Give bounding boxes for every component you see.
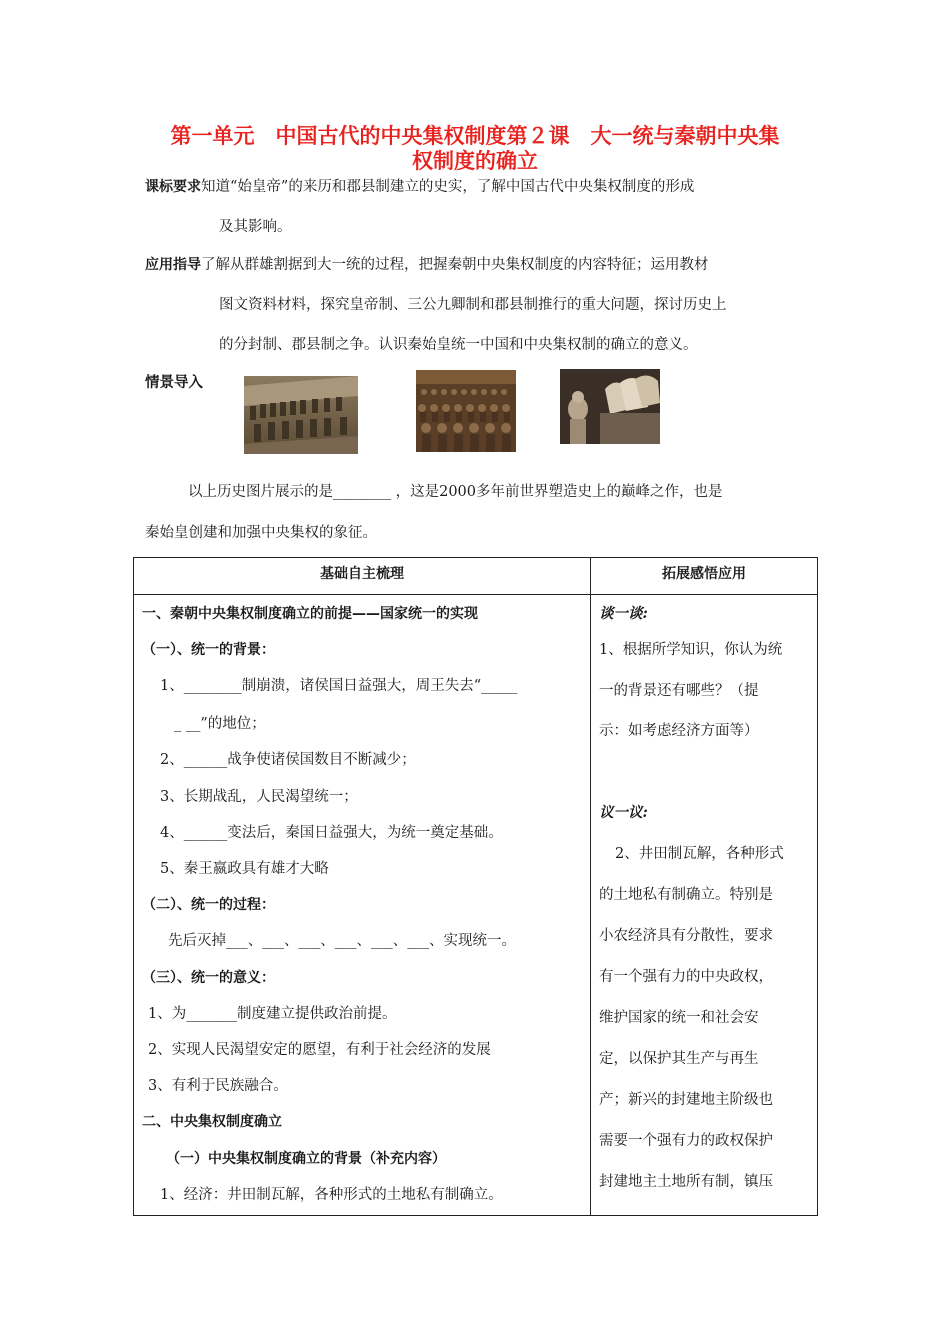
right-line: 小农经济具有分散性，要求 <box>599 928 773 944</box>
left-column-content <box>134 595 591 1216</box>
requirement-line-2: 及其影响。 <box>219 219 292 235</box>
requirement-line-1: 课标要求知道“始皇帝”的来历和郡县制建立的史实，了解中国古代中央集权制度的形成 <box>145 179 695 195</box>
left-line: 二、中央集权制度确立 <box>142 1114 282 1130</box>
left-line: 1、________制崩溃，诸侯国日益强大，周王失去“_____ <box>160 678 518 694</box>
requirement-label: 课标要求 <box>145 179 201 195</box>
right-column-header: 拓展感悟应用 <box>591 558 818 595</box>
intro-paragraph-line-2: 秦始皇创建和加强中央集权的象征。 <box>145 525 377 541</box>
left-column-header: 基础自主梳理 <box>134 558 591 595</box>
left-line: 先后灭掉___、___、___、___、___、___、实现统一。 <box>168 933 516 949</box>
guidance-line-1: 应用指导了解从群雄割据到大一统的过程，把握秦朝中央集权制度的内容特征；运用教材 <box>145 257 709 273</box>
left-line: 3、长期战乱，人民渴望统一； <box>160 789 358 805</box>
title-line-2: 权制度的确立 <box>412 149 538 173</box>
left-line: 1、经济：井田制瓦解，各种形式的土地私有制确立。 <box>160 1187 503 1203</box>
terracotta-horses-photo <box>560 369 660 444</box>
left-line: （三）、统一的意义： <box>142 970 275 986</box>
title-line-1: 第一单元 中国古代的中央集权制度第２课 大一统与秦朝中央集 <box>170 124 780 148</box>
right-line: 1、根据所学知识，你认为统 <box>599 642 783 658</box>
intro-label: 情景导入 <box>145 375 203 391</box>
right-line: 产；新兴的封建地主阶级也 <box>599 1092 773 1108</box>
left-line: _ __”的地位； <box>174 716 266 732</box>
right-line: 有一个强有力的中央政权， <box>599 969 773 985</box>
left-line: 2、实现人民渴望安定的愿望，有利于社会经济的发展 <box>148 1042 491 1058</box>
right-line: 定，以保护其生产与再生 <box>599 1051 759 1067</box>
right-line: 需要一个强有力的政权保护 <box>599 1133 773 1149</box>
guidance-line-3: 的分封制、郡县制之争。认识秦始皇统一中国和中央集权制的确立的意义。 <box>219 337 698 353</box>
left-line: 2、______战争使诸侯国数目不断减少； <box>160 752 416 768</box>
guidance-label: 应用指导 <box>145 257 201 273</box>
study-table <box>133 557 818 1216</box>
right-column-content <box>591 595 818 1216</box>
left-line: （二）、统一的过程： <box>142 897 275 913</box>
right-line: 谈一谈: <box>599 605 648 622</box>
right-line: 示：如考虑经济方面等） <box>599 723 759 739</box>
left-line: 5、秦王嬴政具有雄才大略 <box>160 861 329 877</box>
page-title <box>130 124 820 174</box>
right-line: 的土地私有制确立。特别是 <box>599 887 773 903</box>
guidance-line-2: 图文资料材料，探究皇帝制、三公九卿制和郡县制推行的重大问题，探讨历史上 <box>219 297 727 313</box>
right-line: 议一议: <box>599 804 648 821</box>
left-line: （一）、统一的背景： <box>142 642 275 658</box>
left-line: （一）中央集权制度确立的背景（补充内容） <box>166 1151 446 1167</box>
left-line: 1、为_______制度建立提供政治前提。 <box>148 1006 397 1022</box>
terracotta-pit-photo <box>244 376 358 454</box>
right-line: 一的背景还有哪些？（提 <box>599 683 759 699</box>
left-line: 3、有利于民族融合。 <box>148 1078 288 1094</box>
right-line: 2、井田制瓦解，各种形式 <box>615 846 784 862</box>
intro-paragraph-line-1: 以上历史图片展示的是________ ，这是2000多年前世界塑造史上的巅峰之作，也是 <box>188 484 723 500</box>
right-line: 封建地主土地所有制，镇压 <box>599 1174 773 1190</box>
left-line: 4、______变法后，秦国日益强大，为统一奠定基础。 <box>160 825 503 841</box>
left-line: 一、秦朝中央集权制度确立的前提——国家统一的实现 <box>142 606 478 622</box>
right-line: 维护国家的统一和社会安 <box>599 1010 759 1026</box>
terracotta-army-photo <box>416 370 516 452</box>
